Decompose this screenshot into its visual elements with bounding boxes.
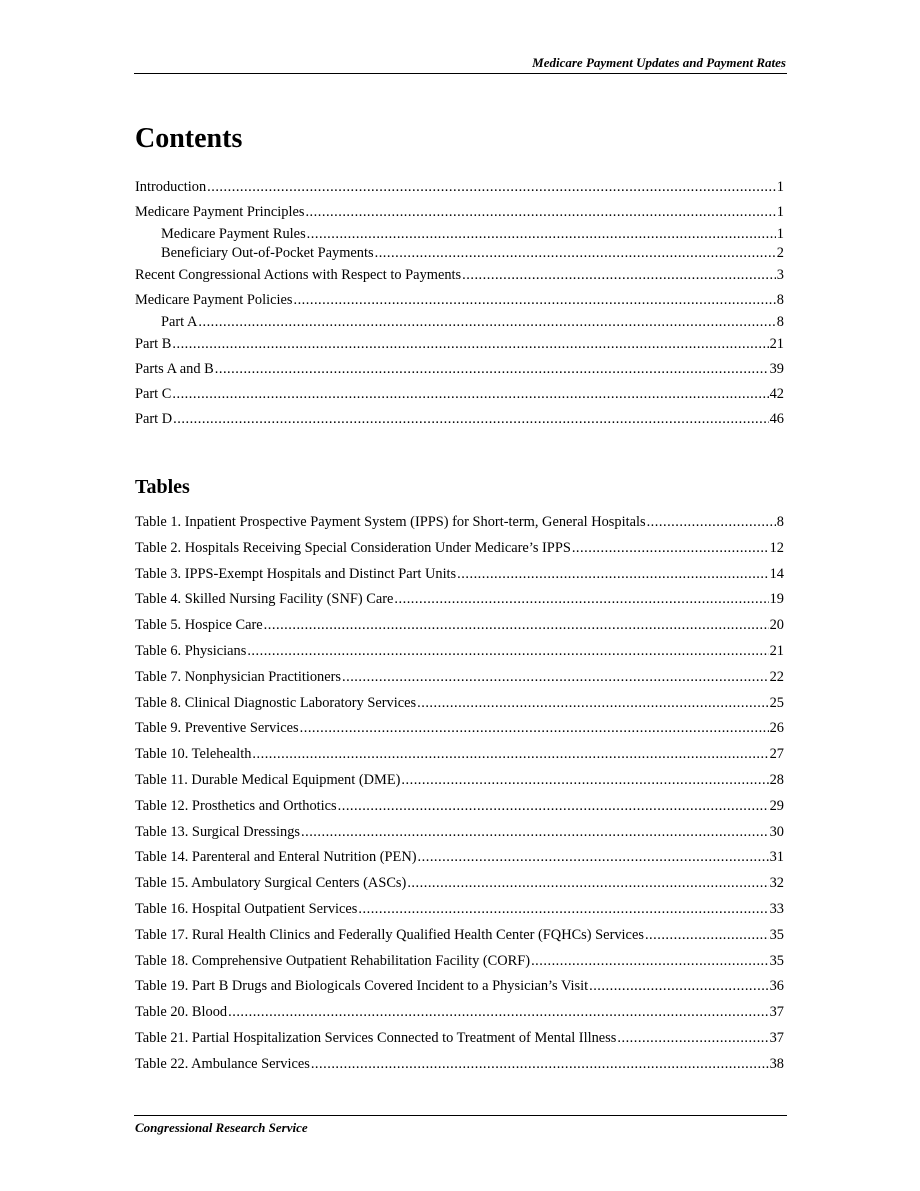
toc-entry-part-d[interactable] (135, 410, 784, 428)
toc-entry-part-a[interactable] (135, 313, 784, 331)
running-header: Medicare Payment Updates and Payment Rates (532, 55, 786, 70)
table-entry-page: 27 (769, 746, 784, 763)
table-entry-page: 35 (769, 952, 784, 969)
table-entry-label: Table 7. Nonphysician Practitioners (135, 668, 342, 685)
table-entry[interactable] (135, 719, 784, 737)
table-entry-page: 36 (769, 978, 784, 995)
toc-entry-label: Medicare Payment Rules (161, 226, 306, 242)
table-entry[interactable] (135, 848, 784, 866)
table-entry-page: 8 (776, 514, 784, 530)
table-entry[interactable] (135, 1055, 784, 1073)
table-entry-page: 31 (769, 849, 784, 866)
table-entry-label: Table 2. Hospitals Receiving Special Consideration Under Medicare’s IPPS (135, 539, 571, 556)
table-entry-label: Table 12. Prosthetics and Orthotics (135, 797, 337, 814)
table-entry-page: 38 (769, 1055, 784, 1072)
table-entry-label: Table 13. Surgical Dressings (135, 823, 300, 840)
table-entry-label: Table 6. Physicians (135, 642, 247, 659)
toc-entry-page: 21 (769, 336, 784, 352)
table-entry[interactable] (135, 952, 784, 970)
table-entry-label: Table 9. Preventive Services (135, 720, 299, 737)
table-entry-page: 12 (769, 539, 784, 556)
toc-entry-page: 2 (776, 245, 784, 261)
toc-entry-label: Part A (161, 314, 198, 330)
toc-entry-page: 1 (776, 179, 784, 195)
table-entry-page: 28 (769, 771, 784, 788)
table-entry[interactable] (135, 771, 784, 789)
toc-entry-label: Recent Congressional Actions with Respect to Payments (135, 267, 462, 283)
toc-entry-page: 3 (776, 267, 784, 283)
table-entry-page: 22 (769, 668, 784, 685)
table-entry-label: Table 8. Clinical Diagnostic Laboratory Services (135, 694, 417, 711)
table-entry-label: Table 19. Part B Drugs and Biologicals Covered Incident to a Physician’s Visit (135, 978, 589, 995)
table-entry[interactable] (135, 745, 784, 763)
toc-entry-payment-rules[interactable] (135, 225, 784, 243)
toc-entry-page: 42 (769, 386, 784, 402)
toc-entry-introduction[interactable] (135, 178, 784, 196)
table-entry[interactable] (135, 1003, 784, 1021)
table-entry-page: 20 (769, 617, 784, 634)
toc-entry-page: 8 (776, 314, 784, 330)
table-entry-page: 26 (769, 720, 784, 737)
contents-list (135, 178, 784, 428)
table-entry[interactable] (135, 1029, 784, 1047)
running-footer: Congressional Research Service (135, 1120, 308, 1135)
table-entry-label: Table 17. Rural Health Clinics and Federally Qualified Health Center (FQHCs) Services (135, 926, 644, 943)
table-entry[interactable] (135, 565, 784, 583)
table-entry-page: 25 (769, 694, 784, 711)
table-entry-page: 33 (769, 900, 784, 917)
toc-entry-label: Part C (135, 386, 172, 402)
toc-entry-label: Medicare Payment Principles (135, 204, 305, 220)
toc-entry-parts-a-and-b[interactable] (135, 360, 784, 378)
toc-entry-payment-principles[interactable] (135, 203, 784, 221)
toc-entry-payment-policies[interactable] (135, 291, 784, 309)
table-entry-page: 37 (769, 1004, 784, 1021)
table-entry[interactable] (135, 642, 784, 660)
table-entry[interactable] (135, 823, 784, 841)
toc-entry-label: Medicare Payment Policies (135, 292, 293, 308)
table-entry-label: Table 20. Blood (135, 1004, 228, 1021)
table-entry-page: 35 (769, 926, 784, 943)
toc-entry-label: Beneficiary Out-of-Pocket Payments (161, 245, 374, 261)
toc-entry-out-of-pocket[interactable] (135, 244, 784, 262)
tables-heading: Tables (135, 476, 190, 498)
table-entry-label: Table 4. Skilled Nursing Facility (SNF) Care (135, 591, 394, 608)
table-entry-label: Table 1. Inpatient Prospective Payment System (IPPS) for Short-term, General Hospitals (135, 514, 646, 530)
table-entry-label: Table 3. IPPS-Exempt Hospitals and Distinct Part Units (135, 565, 457, 582)
toc-entry-page: 1 (776, 204, 784, 220)
toc-entry-page: 39 (769, 361, 784, 377)
toc-entry-page: 8 (776, 292, 784, 308)
table-entry-page: 29 (769, 797, 784, 814)
toc-entry-page: 1 (776, 226, 784, 242)
table-entry-label: Table 11. Durable Medical Equipment (DME) (135, 771, 401, 788)
header-divider (134, 73, 787, 74)
table-entry-label: Table 10. Telehealth (135, 746, 252, 763)
table-entry[interactable] (135, 900, 784, 918)
table-entry-label: Table 14. Parenteral and Enteral Nutrition (PEN) (135, 849, 417, 866)
table-entry[interactable] (135, 797, 784, 815)
table-entry[interactable] (135, 926, 784, 944)
toc-entry-label: Part D (135, 411, 173, 427)
table-entry[interactable] (135, 513, 784, 531)
table-entry-label: Table 5. Hospice Care (135, 617, 263, 634)
table-entry-page: 37 (769, 1029, 784, 1046)
table-entry-page: 32 (769, 875, 784, 892)
toc-entry-part-b[interactable] (135, 335, 784, 353)
toc-entry-part-c[interactable] (135, 385, 784, 403)
table-entry-label: Table 21. Partial Hospitalization Services Connected to Treatment of Mental Illness (135, 1029, 617, 1046)
table-entry-page: 30 (769, 823, 784, 840)
table-entry-page: 14 (769, 565, 784, 582)
table-entry-label: Table 15. Ambulatory Surgical Centers (ASCs) (135, 875, 407, 892)
footer-divider (134, 1115, 787, 1116)
table-entry-page: 21 (769, 642, 784, 659)
tables-list (135, 513, 784, 1073)
toc-entry-label: Introduction (135, 179, 207, 195)
contents-heading: Contents (135, 123, 243, 154)
table-entry-page: 19 (769, 591, 784, 608)
toc-entry-congressional-actions[interactable] (135, 266, 784, 284)
table-entry-label: Table 18. Comprehensive Outpatient Rehabilitation Facility (CORF) (135, 952, 531, 969)
table-entry-label: Table 22. Ambulance Services (135, 1055, 310, 1072)
table-entry[interactable] (135, 694, 784, 712)
toc-entry-label: Part B (135, 336, 172, 352)
table-entry[interactable] (135, 590, 784, 608)
toc-entry-page: 46 (769, 411, 784, 427)
toc-entry-label: Parts A and B (135, 361, 214, 377)
table-entry-label: Table 16. Hospital Outpatient Services (135, 900, 358, 917)
table-entry[interactable] (135, 668, 784, 686)
table-entry[interactable] (135, 977, 784, 995)
table-entry[interactable] (135, 616, 784, 634)
table-entry[interactable] (135, 874, 784, 892)
table-entry[interactable] (135, 539, 784, 557)
